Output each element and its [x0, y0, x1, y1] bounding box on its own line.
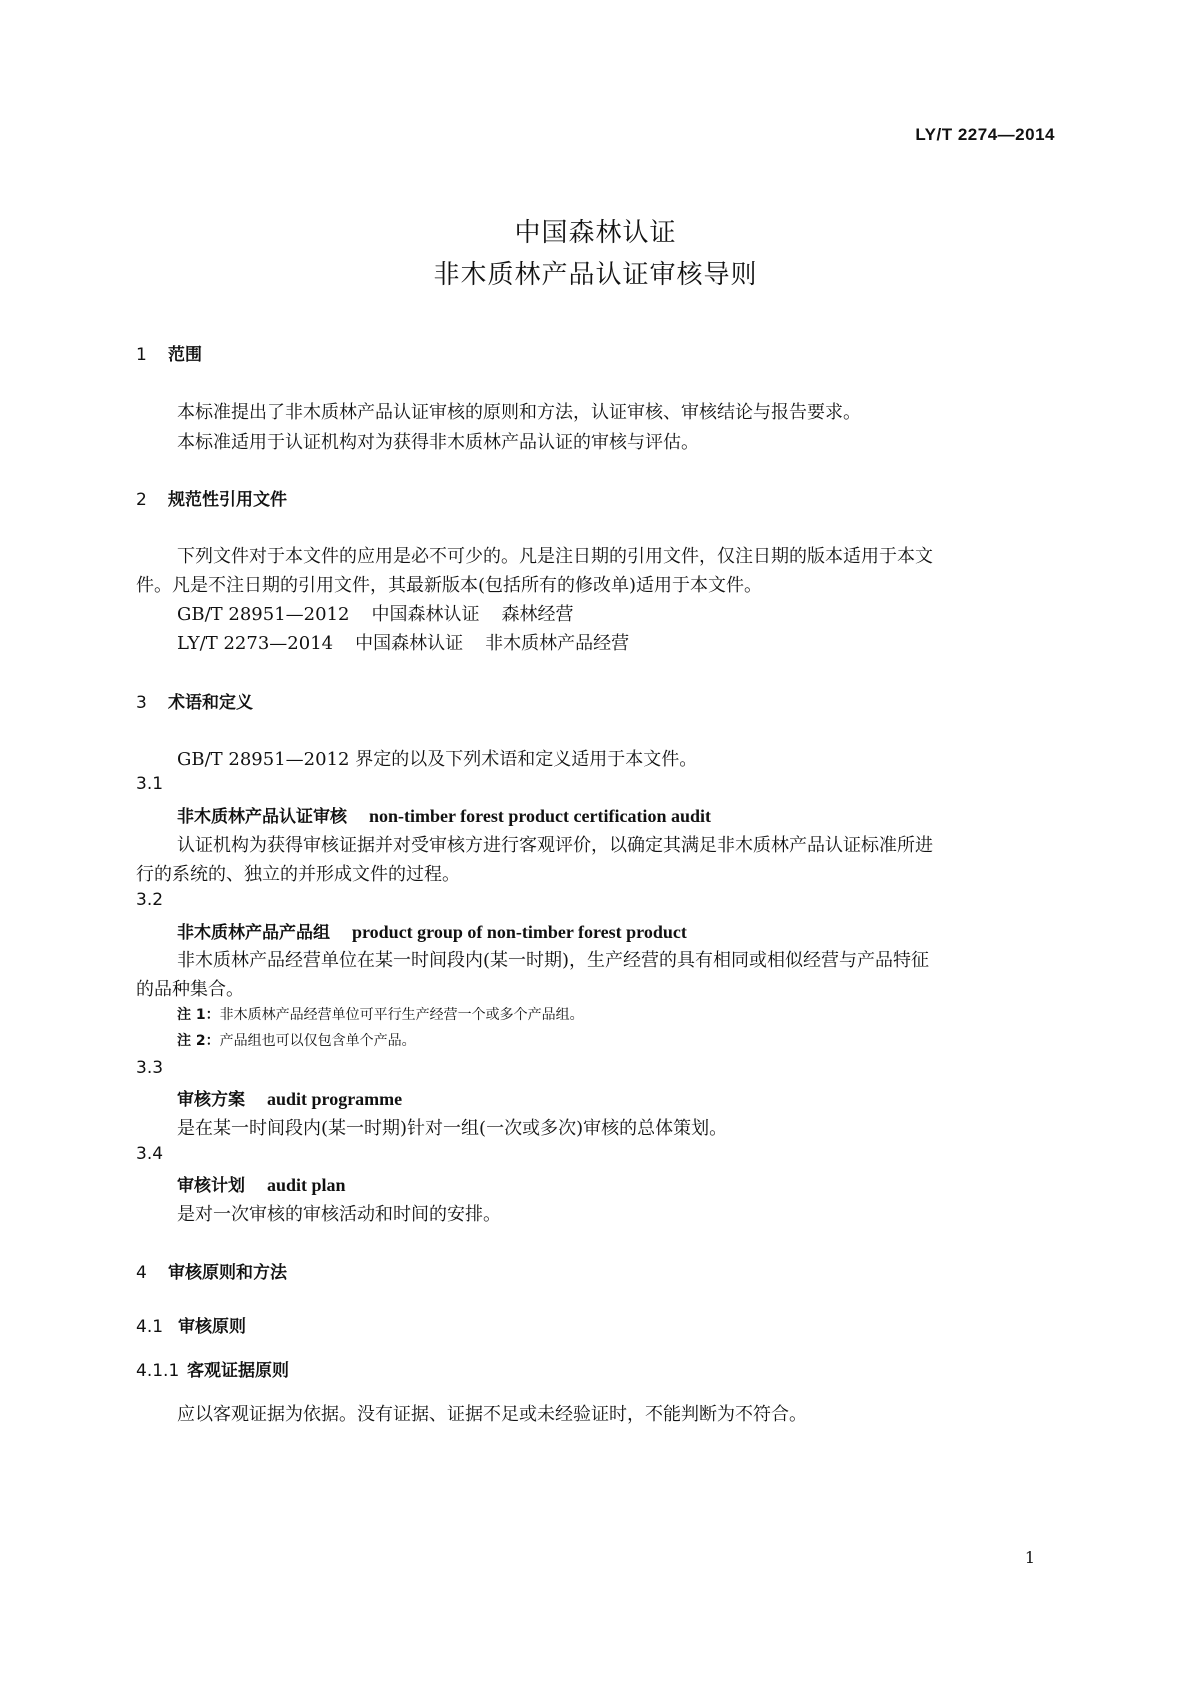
paragraph: GB/T 28951—2012 界定的以及下列术语和定义适用于本文件。	[177, 749, 698, 770]
reference-title: 中国森林认证	[355, 633, 464, 654]
note	[177, 1004, 584, 1024]
term-number: 3.1	[136, 774, 164, 794]
note	[177, 1030, 416, 1050]
document-title-line2: 非木质林产品认证审核导则	[433, 260, 758, 290]
paragraph: 本标准提出了非木质林产品认证审核的原则和方法，认证审核、审核结论与报告要求。	[177, 402, 861, 423]
section-title: 范围	[168, 345, 202, 365]
section-3-heading	[136, 688, 253, 713]
paragraph: 下列文件对于本文件的应用是必不可少的。凡是注日期的引用文件，仅注日期的版本适用于本文	[177, 546, 933, 567]
term-heading	[177, 1171, 346, 1196]
term-heading	[177, 918, 687, 943]
term-name-en: product group of non-timber forest product	[352, 922, 687, 942]
reference-subtitle: 非木质林产品经营	[485, 633, 630, 654]
term-definition-continuation: 行的系统的、独立的并形成文件的过程。	[136, 864, 460, 885]
normative-reference	[177, 600, 573, 626]
reference-title: 中国森林认证	[371, 604, 480, 625]
section-number: 4.1.1	[136, 1361, 180, 1381]
term-number: 3.3	[136, 1058, 164, 1078]
term-definition-continuation: 的品种集合。	[136, 979, 244, 1000]
section-4-heading	[136, 1258, 287, 1283]
normative-reference	[177, 629, 629, 655]
section-title: 术语和定义	[168, 693, 253, 713]
section-number: 4	[136, 1263, 147, 1283]
paragraph: 应以客观证据为依据。没有证据、证据不足或未经验证时，不能判断为不符合。	[177, 1404, 807, 1425]
section-title: 客观证据原则	[187, 1361, 289, 1381]
subsection-4-1-heading	[136, 1312, 246, 1337]
note-text: 产品组也可以仅包含单个产品。	[219, 1033, 416, 1049]
term-definition: 非木质林产品经营单位在某一时间段内(某一时期)，生产经营的具有相同或相似经营与产品特征	[177, 950, 930, 971]
note-text: 非木质林产品经营单位可平行生产经营一个或多个产品组。	[219, 1007, 584, 1023]
section-title: 审核原则	[178, 1317, 246, 1337]
term-name-en: non-timber forest product certification audit	[369, 806, 711, 826]
note-label: 注 1：	[177, 1007, 220, 1023]
section-number: 2	[136, 490, 147, 510]
term-definition: 认证机构为获得审核证据并对受审核方进行客观评价，以确定其满足非木质林产品认证标准所进	[177, 835, 933, 856]
reference-subtitle: 森林经营	[501, 604, 574, 625]
term-name-zh: 审核计划	[177, 1176, 245, 1196]
subsection-4-1-1-heading	[136, 1356, 289, 1381]
term-name-en: audit programme	[267, 1089, 403, 1109]
reference-code: GB/T 28951—2012	[177, 604, 350, 625]
term-heading	[177, 802, 711, 827]
page-number: 1	[1024, 1548, 1035, 1567]
standard-code: LY/T 2274—2014	[915, 125, 1055, 144]
section-2-heading	[136, 485, 287, 510]
section-number: 1	[136, 345, 147, 365]
term-name-zh: 非木质林产品产品组	[177, 923, 330, 943]
term-name-zh: 审核方案	[177, 1090, 245, 1110]
section-title: 规范性引用文件	[168, 490, 287, 510]
note-label: 注 2：	[177, 1033, 220, 1049]
term-number: 3.4	[136, 1144, 164, 1164]
document-title-line1: 中国森林认证	[514, 218, 677, 248]
section-title: 审核原则和方法	[168, 1263, 287, 1283]
term-definition: 是在某一时间段内(某一时期)针对一组(一次或多次)审核的总体策划。	[177, 1118, 728, 1139]
term-number: 3.2	[136, 890, 164, 910]
section-1-heading	[136, 340, 202, 365]
paragraph-continuation: 件。凡是不注日期的引用文件，其最新版本(包括所有的修改单)适用于本文件。	[136, 575, 763, 596]
term-name-en: audit plan	[267, 1175, 346, 1195]
term-definition: 是对一次审核的审核活动和时间的安排。	[177, 1204, 501, 1225]
term-name-zh: 非木质林产品认证审核	[177, 807, 347, 827]
section-number: 3	[136, 693, 147, 713]
paragraph: 本标准适用于认证机构对为获得非木质林产品认证的审核与评估。	[177, 432, 699, 453]
section-number: 4.1	[136, 1317, 164, 1337]
term-heading	[177, 1085, 402, 1110]
reference-code: LY/T 2273—2014	[177, 633, 334, 654]
